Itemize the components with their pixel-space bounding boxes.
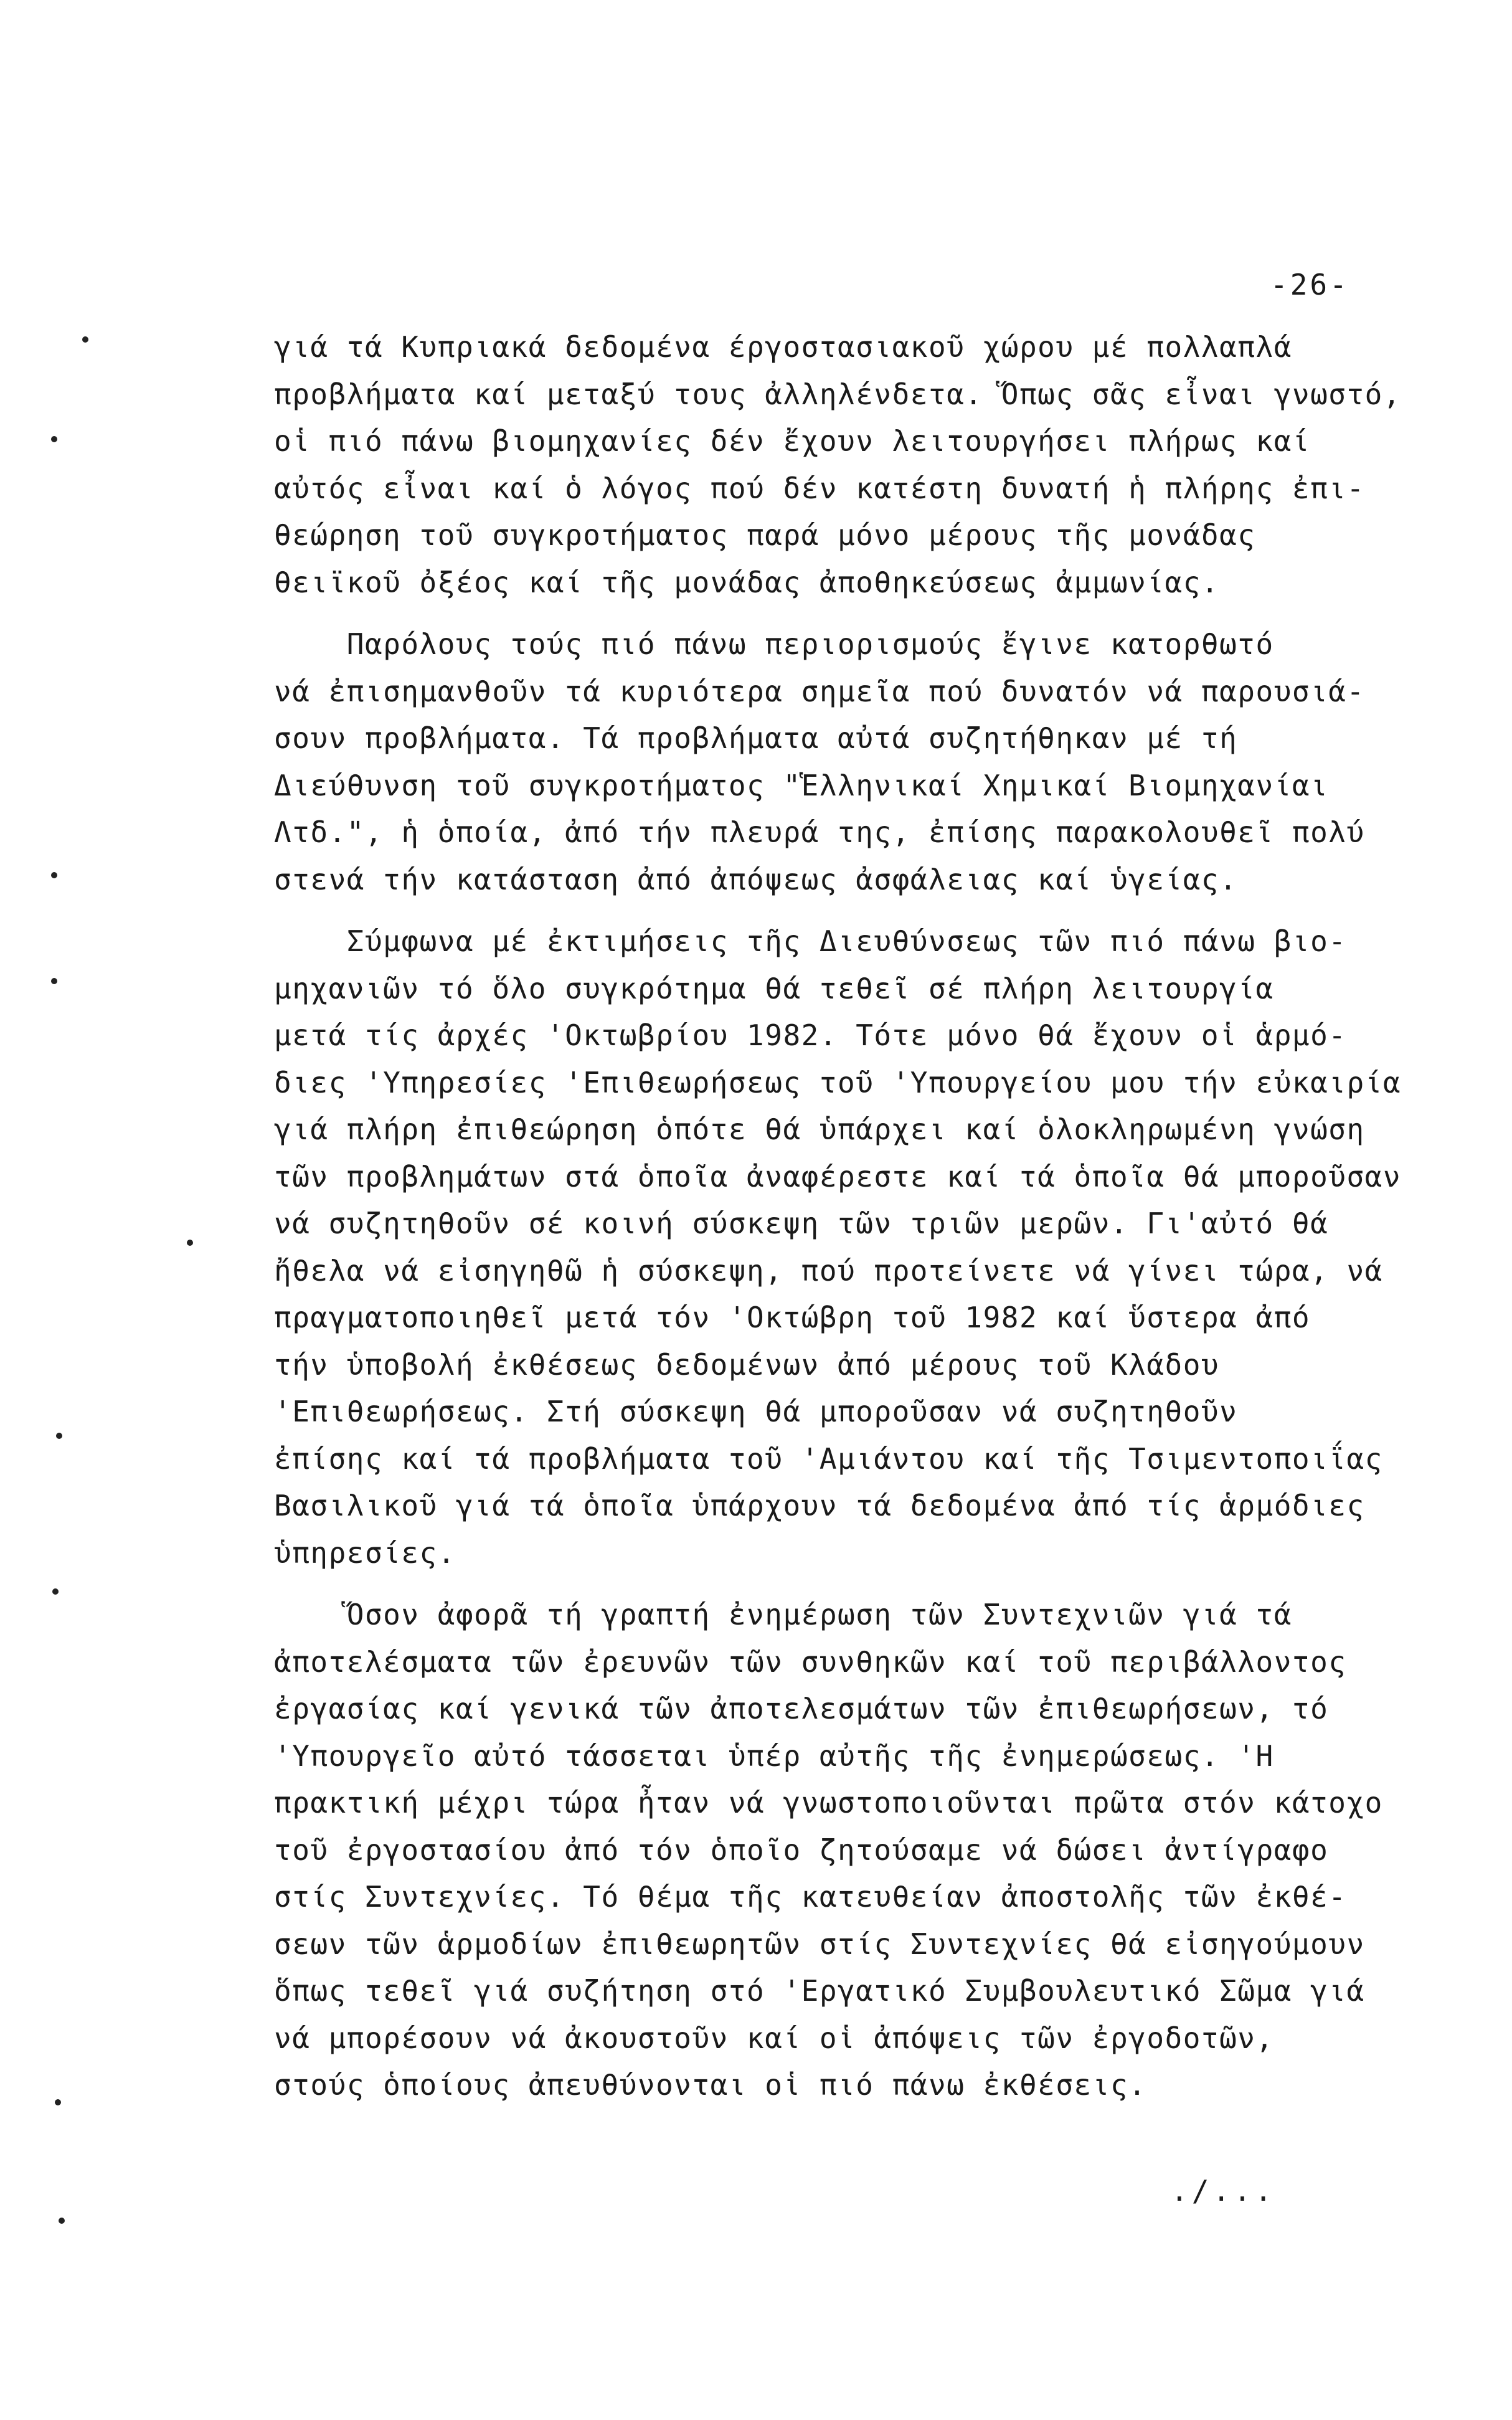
scan-speck bbox=[82, 336, 88, 343]
text-line: στίς Συντεχνίες. Τό θέμα τῆς κατευθείαν ἀποστολῆς τῶν ἐκθέ- bbox=[274, 1880, 1347, 1914]
text-line: πραγματοποιηθεῖ μετά τόν 'Οκτώβρη τοῦ 1982 καί ὕστερα ἀπό bbox=[274, 1301, 1311, 1334]
text-line: ἐργασίας καί γενικά τῶν ἀποτελεσμάτων τῶν ἐπιθεωρήσεων, τό bbox=[274, 1692, 1329, 1725]
text-line: τοῦ ἐργοστασίου ἀπό τόν ὁποῖο ζητούσαμε νά δώσει ἀντίγραφο bbox=[274, 1833, 1329, 1867]
paragraph-4 bbox=[274, 1592, 1457, 2109]
text-line: 'Υπουργεῖο αὐτό τάσσεται ὑπέρ αὐτῆς τῆς ἐνημερώσεως. 'Η bbox=[274, 1739, 1274, 1773]
text-line: σουν προβλήματα. Τά προβλήματα αὐτά συζητήθηκαν μέ τή bbox=[274, 721, 1238, 755]
text-line: οἱ πιό πάνω βιομηχανίες δέν ἔχουν λειτουργήσει πλήρως καί bbox=[274, 424, 1311, 458]
paragraph-1 bbox=[274, 324, 1457, 606]
scan-speck bbox=[51, 978, 57, 984]
paragraph-3 bbox=[274, 918, 1457, 1577]
text-line: ἐπίσης καί τά προβλήματα τοῦ 'Αμιάντου καί τῆς Τσιμεντοποιΐας bbox=[274, 1441, 1383, 1476]
text-line: 'Επιθεωρήσεως. Στή σύσκεψη θά μποροῦσαν νά συζητηθοῦν bbox=[274, 1395, 1238, 1428]
text-line: ἤθελα νά εἰσηγηθῶ ἡ σύσκεψη, πού προτείνετε νά γίνει τώρα, νά bbox=[274, 1253, 1383, 1288]
text-line: ἀποτελέσματα τῶν ἐρευνῶν τῶν συνθηκῶν καί τοῦ περιβάλλοντος bbox=[274, 1644, 1347, 1679]
text-line: μηχανιῶν τό ὅλο συγκρότημα θά τεθεῖ σέ πλήρη λειτουργία bbox=[274, 971, 1274, 1005]
text-line: ὅπως τεθεῖ γιά συζήτηση στό 'Εργατικό Συμβουλευτικό Σῶμα γιά bbox=[274, 1974, 1365, 2008]
scan-speck bbox=[52, 1588, 59, 1595]
text-line: Σύμφωνα μέ ἐκτιμήσεις τῆς Διευθύνσεως τῶν πιό πάνω βιο- bbox=[274, 924, 1347, 958]
page-number: -26- bbox=[1270, 268, 1349, 301]
scan-speck bbox=[51, 436, 57, 442]
text-line: πρακτική μέχρι τώρα ἦταν νά γνωστοποιοῦνται πρῶτα στόν κάτοχο bbox=[274, 1786, 1383, 1820]
text-line: Λτδ.", ἡ ὁποία, ἀπό τήν πλευρά της, ἐπίσης παρακολουθεῖ πολύ bbox=[274, 815, 1365, 849]
text-line: νά μπορέσουν νά ἀκουστοῦν καί οἱ ἀπόψεις τῶν ἐργοδοτῶν, bbox=[274, 2021, 1274, 2055]
text-line: στενά τήν κατάσταση ἀπό ἀπόψεως ἀσφάλειας καί ὑγείας. bbox=[274, 862, 1238, 896]
text-line: νά ἐπισημανθοῦν τά κυριότερα σημεῖα πού δυνατόν νά παρουσιά- bbox=[274, 674, 1365, 708]
text-line: Ὅσον ἀφορᾶ τή γραπτή ἐνημέρωση τῶν Συντεχνιῶν γιά τά bbox=[274, 1598, 1292, 1631]
scan-speck bbox=[51, 872, 57, 878]
text-line: στούς ὁποίους ἀπευθύνονται οἱ πιό πάνω ἐκθέσεις. bbox=[274, 2068, 1147, 2102]
text-line: Βασιλικοῦ γιά τά ὁποῖα ὑπάρχουν τά δεδομένα ἀπό τίς ἁρμόδιες bbox=[274, 1489, 1365, 1522]
scan-speck bbox=[187, 1240, 193, 1246]
scan-speck bbox=[55, 2099, 61, 2105]
text-line: γιά τά Κυπριακά δεδομένα έργοστασιακοῦ χώρου μέ πολλαπλά bbox=[274, 330, 1292, 364]
scan-speck bbox=[56, 1433, 62, 1439]
scan-speck bbox=[59, 2218, 65, 2224]
text-line: γιά πλήρη ἐπιθεώρηση ὁπότε θά ὑπάρχει καί ὁλοκληρωμένη γνώση bbox=[274, 1113, 1365, 1146]
text-line: αὐτός εἶναι καί ὁ λόγος πού δέν κατέστη δυνατή ἡ πλήρης ἐπι- bbox=[274, 471, 1365, 505]
text-line: ὑπηρεσίες. bbox=[274, 1535, 456, 1570]
text-line: διες 'Υπηρεσίες 'Επιθεωρήσεως τοῦ 'Υπουργείου μου τήν εὐκαιρία bbox=[274, 1065, 1402, 1099]
paragraph-2 bbox=[274, 621, 1457, 903]
text-line: προβλήματα καί μεταξύ τους ἀλληλένδετα. Ὅπως σᾶς εἶναι γνωστό, bbox=[274, 377, 1402, 411]
text-line: Παρόλους τούς πιό πάνω περιορισμούς ἔγινε κατορθωτό bbox=[274, 627, 1274, 661]
body-text bbox=[274, 324, 1457, 2109]
text-line: Διεύθυνση τοῦ συγκροτήματος "Ἑλληνικαί Χημικαί Βιομηχανίαι bbox=[274, 768, 1329, 802]
text-line: μετά τίς ἀρχές 'Οκτωβρίου 1982. Τότε μόνο θά ἔχουν οἱ ἁρμό- bbox=[274, 1018, 1347, 1052]
text-line: τήν ὑποβολή ἐκθέσεως δεδομένων ἀπό μέρους τοῦ Κλάδου bbox=[274, 1347, 1220, 1382]
continuation-marker: ./... bbox=[1171, 2174, 1276, 2208]
text-line: θεώρηση τοῦ συγκροτήματος παρά μόνο μέρους τῆς μονάδας bbox=[274, 518, 1256, 552]
text-line: νά συζητηθοῦν σέ κοινή σύσκεψη τῶν τριῶν μερῶν. Γι'αὐτό θά bbox=[274, 1207, 1329, 1240]
text-line: τῶν προβλημάτων στά ὁποῖα ἀναφέρεστε καί τά ὁποῖα θά μποροῦσαν bbox=[274, 1159, 1402, 1193]
text-line: σεων τῶν ἁρμοδίων ἐπιθεωρητῶν στίς Συντεχνίες θά εἰσηγούμουν bbox=[274, 1927, 1365, 1961]
text-line: θειϊκοῦ ὀξέος καί τῆς μονάδας ἀποθηκεύσεως ἀμμωνίας. bbox=[274, 565, 1220, 599]
